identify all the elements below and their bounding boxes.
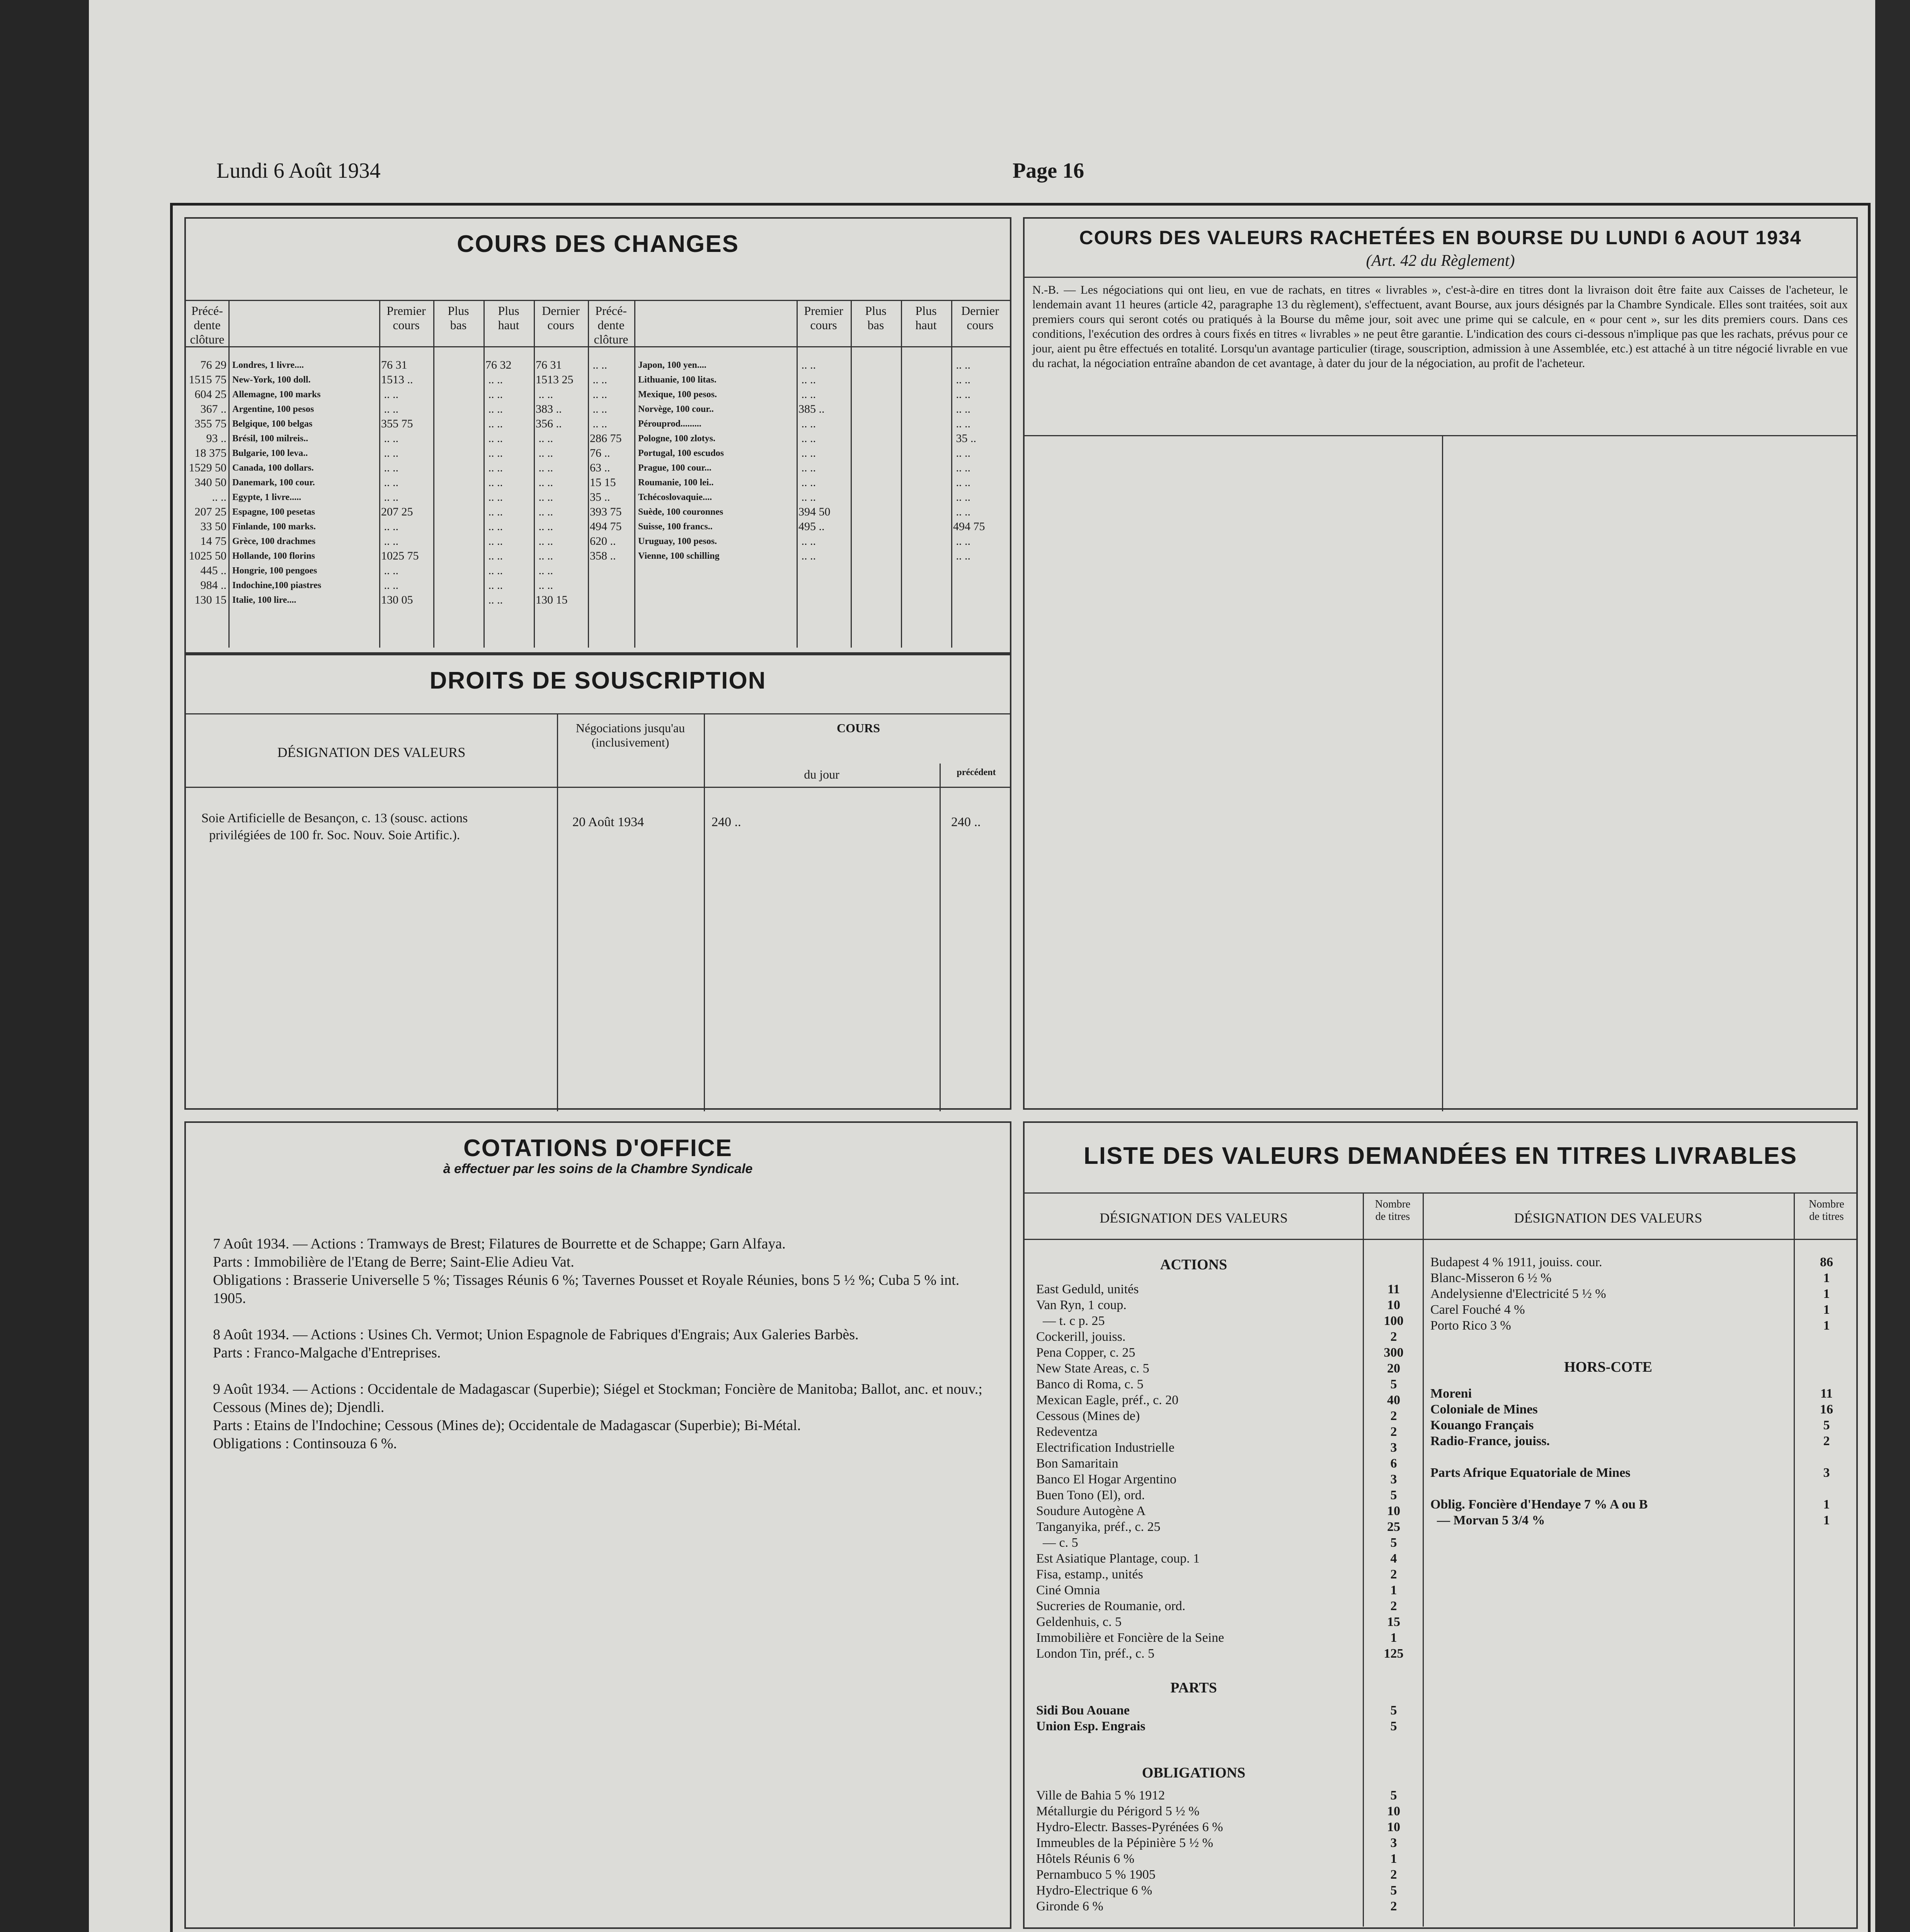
livrables-sec-hors: HORS-COTE [1564,1359,1653,1375]
office-title: COTATIONS D'OFFICE [463,1135,732,1162]
livrables-oblig-names: Ville de Bahia 5 % 1912 Métallurgie du Périgord 5 ½ % Hydro-Electr. Basses-Pyrénées 6 % Immeubles de la Pépinière 5 ½ % Hôtels Réunis 6 % Pernambuco 5 % 1905 Hydro-Electrique 6 % Gironde 6 % [1036,1788,1223,1913]
page-edge [1875,0,1910,1932]
souscription-title: DROITS DE SOUSCRIPTION [429,667,766,694]
livrables-panel [1023,1121,1858,1929]
changes-left-high: 76 32 .. .. .. .. .. .. .. .. .. .. .. .. .. .. .. .. .. .. .. .. .. .. .. .. .. .. .. .. .. .. .. .. [485,359,512,606]
changes-header-low-2: Plus bas [865,304,887,332]
livrables-col-designation: DÉSIGNATION DES VALEURS [1100,1210,1288,1226]
livrables-parts-names: Sidi Bou Aouane Union Esp. Engrais [1036,1703,1146,1733]
book-binding [0,0,89,1932]
livrables-hors-nb: 11 16 5 2 3 1 1 [1820,1386,1833,1527]
changes-header-first: Premier cours [386,304,426,332]
office-text: 7 Août 1934. — Actions : Tramways de Brest; Filatures de Bourrette et de Schappe; Garn Alfaya. Parts : Immobilière de l'Etang de Berre; Saint-Elie Adieu Vat. Obligations : Brasserie Universelle 5 %; Tissages Réunis 6 %; Tavernes Pousset et Royale Réunies, bons 5 ½ %; Cuba 5 % int. 1905. 8 Août 1934. — Actions : Usines Ch. Vermot; Union Espagnole de Fabriques d'Engrais; Aux Galeries Barbès. Parts : Franco-Malgache d'Entreprises. 9 Août 1934. — Actions : Occidentale de Madagascar (Superbie); Siégel et Stockman; Foncière de Manitoba; Ballot, anc. et nouv.; Cessous (Mines de); Djendli. Parts : Etains de l'Indochine; Cessous (Mines de); Occidentale de Madagascar (Superbie); Bi-Métal. Obligations : Continsouza 6 %. [213,1236,982,1452]
livrables-sec-oblig: OBLIGATIONS [1142,1765,1246,1781]
changes-header-prev: Précé- dente clôture [190,304,225,346]
changes-panel [184,217,1011,654]
changes-title: COURS DES CHANGES [457,231,739,257]
page-frame [170,203,1871,1932]
office-panel [184,1121,1011,1929]
changes-header-high-2: Plus haut [915,304,937,332]
changes-right-names: Japon, 100 yen.... Lithuanie, 100 litas. Mexique, 100 pesos. Norvège, 100 cour.. Pérouprod......... Pologne, 100 zlotys. Portugal, 100 escudos Prague, 100 cour... Roumanie, 100 lei.. Tchécoslovaquie.... Suède, 100 couronnes Suisse, 100 francs.. Uruguay, 100 pesos. Vienne, 100 schilling [638,360,724,561]
changes-header-low: Plus bas [448,304,469,332]
rachetees-note: N.-B. — Les négociations qui ont lieu, en vue de rachats, en titres « livrables », c'est-à-dire en titres dont la livraison doit être faite aux Caisses de l'acheteur, le lendemain avant 11 heures (article 42, paragraphe 13 du règlement), s'effectuent, avant Bourse, aux jours désignés par la Chambre Syndicale. Elles sont traitées, soit aux premiers cours qui seront cotés ou pratiqués à la Bourse du même jour, soit avec une prime qui se calcule, en « pour cent », sur les dits premiers cours. Dans ces conditions, l'exécution des ordres à cours fixés en titres « livrables » ne peut être garantie. L'indication des cours ci-dessous n'implique pas que les rachats, prévus pour ce jour, aient pu être effectués en totalité. Lorsqu'un avantage particulier (tirage, souscription, admission à une Assemblée, etc.) est attaché à un titre négocié livrable en vue du rachat, la négociation entraîne abandon de cet avantage, à dater du jour de la négociation, au profit de l'acheteur. [1032,283,1848,370]
livrables-right-nb: 86 1 1 1 1 [1820,1255,1833,1333]
livrables-sec-actions: ACTIONS [1160,1257,1227,1273]
rachetees-title: COURS DES VALEURS RACHETÉES EN BOURSE DU LUNDI 6 AOUT 1934 [1079,227,1802,248]
livrables-actions-nb: 11 10 100 2 300 20 5 40 2 2 3 6 3 5 10 25 5 4 2 1 2 15 1 125 [1384,1282,1404,1661]
livrables-oblig-nb: 5 10 10 3 1 2 5 2 [1387,1788,1400,1913]
changes-header-last: Dernier cours [542,304,580,332]
souscription-row-prec: 240 .. [951,815,981,829]
livrables-right-names: Budapest 4 % 1911, jouiss. cour. Blanc-Misseron 6 ½ % Andelysienne d'Electricité 5 ½ % Carel Fouché 4 % Porto Rico 3 % [1430,1255,1606,1333]
souscription-panel [184,654,1011,1110]
changes-left-prev: 76 29 1515 75 604 25 367 .. 355 75 93 .. 18 375 1529 50 340 50 .. .. 207 25 33 50 14 75 1025 50 445 .. 984 .. 130 15 [189,359,226,606]
changes-header-last-2: Dernier cours [961,304,999,332]
souscription-row-jour: 240 .. [712,815,741,829]
office-subtitle: à effectuer par les soins de la Chambre Syndicale [443,1162,753,1176]
livrables-sec-parts: PARTS [1170,1680,1217,1696]
changes-header-first-2: Premier cours [804,304,843,332]
souscription-col-designation: DÉSIGNATION DES VALEURS [277,745,466,760]
changes-right-last: .. .. .. .. .. .. .. .. .. .. 35 .. .. .. .. .. .. .. .. .. .. .. 494 75 .. .. .. .. [953,359,985,562]
souscription-col-jour: du jour [804,767,839,781]
souscription-col-prec: précédent [957,767,996,777]
livrables-col-designation-2: DÉSIGNATION DES VALEURS [1514,1210,1702,1226]
changes-right-prev: .. .. .. .. .. .. .. .. .. .. 286 75 76 .. 63 .. 15 15 35 .. 393 75 494 75 620 .. 358 .. [590,359,622,562]
livrables-title: LISTE DES VALEURS DEMANDÉES EN TITRES LIVRABLES [1083,1143,1798,1169]
page-date: Lundi 6 Août 1934 [216,159,381,183]
souscription-col-cours: COURS [836,721,880,735]
page-number: Page 16 [1013,159,1084,183]
livrables-actions-names: East Geduld, unités Van Ryn, 1 coup. — t. c p. 25 Cockerill, jouiss. Pena Copper, c. 25 New State Areas, c. 5 Banco di Roma, c. 5 Mexican Eagle, préf., c. 20 Cessous (Mines de) Redeventza Electrification Industrielle Bon Samaritain Banco El Hogar Argentino Buen Tono (El), ord. Soudure Autogène A Tanganyika, préf., c. 25 — c. 5 Est Asiatique Plantage, coup. 1 Fisa, estamp., unités Ciné Omnia Sucreries de Roumanie, ord. Geldenhuis, c. 5 Immobilière et Foncière de la Seine London Tin, préf., c. 5 [1036,1282,1224,1661]
livrables-hors-names: Moreni Coloniale de Mines Kouango Français Radio-France, jouiss. Parts Afrique Equatoriale de Mines Oblig. Foncière d'Hendaye 7 % A ou B — Morvan 5 3/4 % [1430,1386,1648,1527]
changes-left-last: 76 31 1513 25 .. .. 383 .. 356 .. .. .. .. .. .. .. .. .. .. .. .. .. .. .. .. .. .. .. .. .. .. .. 130 15 [536,359,574,606]
souscription-row-date: 20 Août 1934 [572,815,644,829]
souscription-row-name: Soie Artificielle de Besançon, c. 13 (sousc. actions privilégiées de 100 fr. Soc. Nouv. Soie Artific.). [201,811,468,842]
changes-header-prev-2: Précé- dente clôture [594,304,628,346]
livrables-parts-nb: 5 5 [1390,1703,1397,1733]
changes-left-first: 76 31 1513 .. .. .. .. .. 355 75 .. .. .. .. .. .. .. .. .. .. 207 25 .. .. .. .. 1025 75 .. .. .. .. 130 05 [381,359,419,606]
souscription-col-nego: Négociations jusqu'au (inclusivement) [575,721,685,749]
livrables-col-nombre-2: Nombre de titres [1809,1198,1844,1223]
rachetees-subtitle: (Art. 42 du Règlement) [1366,252,1515,270]
changes-header-high: Plus haut [498,304,519,332]
livrables-col-nombre: Nombre de titres [1375,1198,1411,1223]
rachetees-panel [1023,217,1858,1110]
changes-right-first: .. .. .. .. .. .. 385 .. .. .. .. .. .. .. .. .. .. .. .. .. 394 50 495 .. .. .. .. .. [798,359,831,562]
changes-left-names: Londres, 1 livre.... New-York, 100 doll. Allemagne, 100 marks Argentine, 100 pesos Belgique, 100 belgas Brésil, 100 milreis.. Bulgarie, 100 leva.. Canada, 100 dollars. Danemark, 100 cour. Egypte, 1 livre..... Espagne, 100 pesetas Finlande, 100 marks. Grèce, 100 drachmes Hollande, 100 florins Hongrie, 100 pengoes Indochine,100 piastres Italie, 100 lire.... [232,360,322,605]
